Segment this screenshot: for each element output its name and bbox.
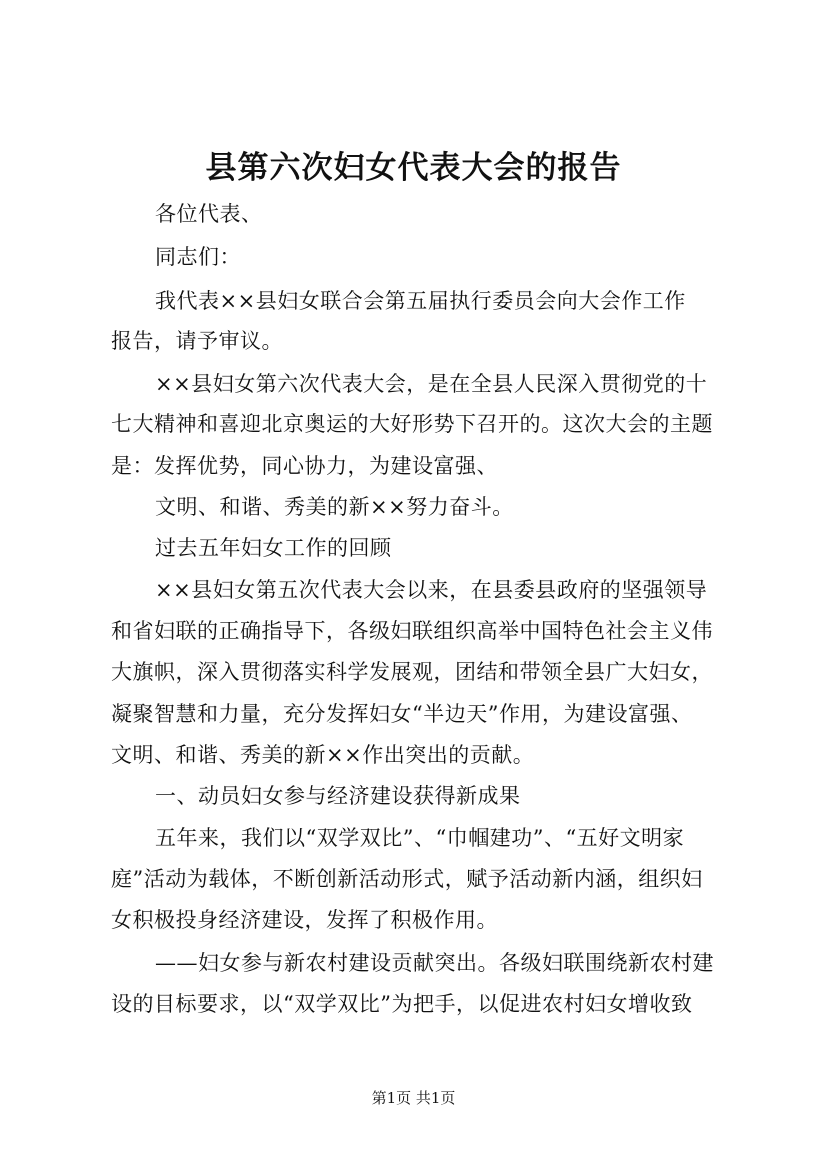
paragraph-line: 同志们： (155, 245, 241, 269)
paragraph-line: 设的目标要求，以“双学双比”为把手，以促进农村妇女增收致 (111, 992, 693, 1016)
paragraph-line: 和省妇联的正确指导下，各级妇联组织高举中国特色社会主义伟 (111, 619, 713, 643)
paragraph-line: 各位代表、 (155, 202, 263, 226)
section-heading: 一、动员妇女参与经济建设获得新成果 (155, 784, 521, 808)
paragraph-line: ××县妇女第六次代表大会，是在全县人民深入贯彻党的十 (155, 372, 708, 396)
paragraph-line: 庭”活动为载体，不断创新活动形式，赋予活动新内涵，组织妇 (111, 867, 703, 891)
page-footer: 第1页 共1页 (371, 1089, 456, 1107)
paragraph-line: 女积极投身经济建设，发挥了积极作用。 (111, 908, 498, 932)
paragraph-line: 五年来，我们以“双学双比”、“巾帼建功”、“五好文明家 (155, 826, 685, 850)
paragraph-line: 我代表××县妇女联合会第五届执行委员会向大会作工作 (155, 289, 686, 313)
paragraph-line: 文明、和谐、秀美的新××作出突出的贡献。 (111, 743, 535, 767)
paragraph-line: ——妇女参与新农村建设贡献突出。各级妇联围绕新农村建 (155, 951, 714, 975)
document-title: 县第六次妇女代表大会的报告 (205, 150, 622, 186)
paragraph-line: 大旗帜，深入贯彻落实科学发展观，团结和带领全县广大妇女， (111, 660, 713, 684)
paragraph-line: 报告，请予审议。 (111, 329, 283, 353)
paragraph-line: 七大精神和喜迎北京奥运的大好形势下召开的。这次大会的主题 (111, 412, 713, 436)
paragraph-line: ××县妇女第五次代表大会以来，在县委县政府的坚强领导 (155, 578, 708, 602)
paragraph-line: 凝聚智慧和力量，充分发挥妇女“半边天”作用，为建设富强、 (111, 702, 693, 726)
paragraph-line: 文明、和谐、秀美的新××努力奋斗。 (155, 495, 514, 519)
paragraph-line: 是：发挥优势，同心协力，为建设富强、 (111, 454, 498, 478)
section-heading: 过去五年妇女工作的回顾 (155, 536, 392, 560)
